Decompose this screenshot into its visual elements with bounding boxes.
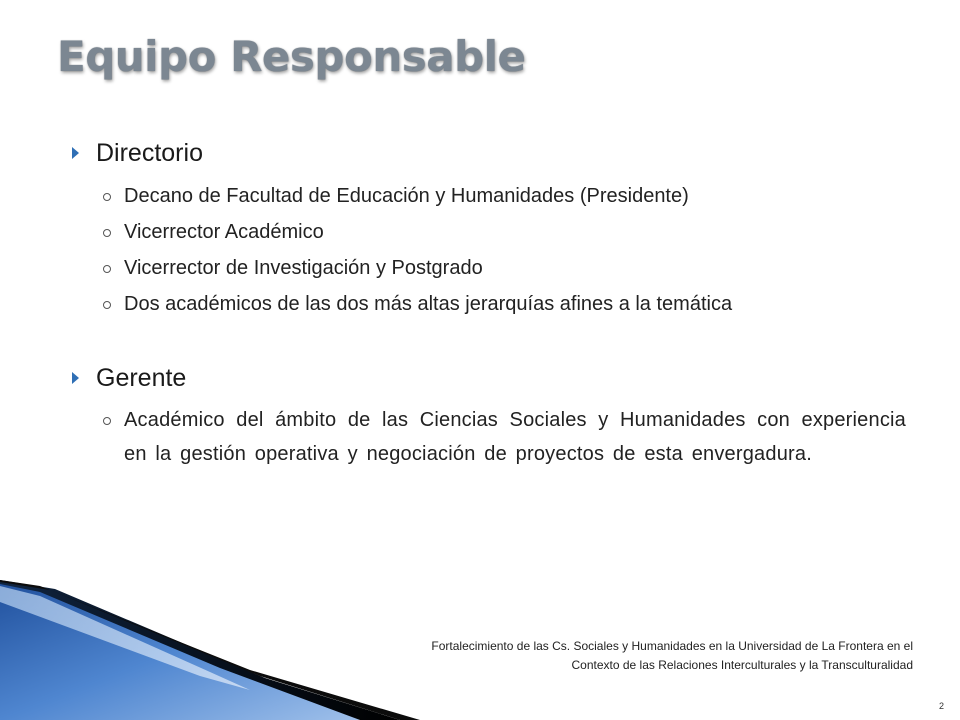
sub-list xyxy=(72,178,906,322)
arrow-bullet-icon xyxy=(72,147,79,159)
bullet-heading xyxy=(72,136,906,170)
heading-gerente: Gerente xyxy=(96,363,187,392)
list-item-text: Decano de Facultad de Educación y Humanidades (Presidente) xyxy=(124,185,689,207)
section-directorio xyxy=(72,136,906,322)
ring-bullet-icon xyxy=(103,417,111,425)
sub-list xyxy=(72,403,906,471)
page-number: 2 xyxy=(938,701,944,711)
list-item xyxy=(72,250,906,286)
list-item-text: Académico del ámbito de las Ciencias Sociales y Humanidades con experiencia en la gestión operativa y negociación de proyectos de esta envergadura. xyxy=(124,409,906,465)
ring-bullet-icon xyxy=(103,229,111,237)
heading-directorio: Directorio xyxy=(96,138,203,167)
bullet-heading xyxy=(72,361,906,395)
list-item-text: Dos académicos de las dos más altas jerarquías afines a la temática xyxy=(124,293,733,315)
list-item-text: Vicerrector de Investigación y Postgrado xyxy=(124,257,483,279)
ring-bullet-icon xyxy=(103,301,111,309)
slide-title: Equipo Responsable xyxy=(57,32,526,81)
footer xyxy=(293,637,913,675)
ring-bullet-icon xyxy=(103,265,111,273)
section-gerente xyxy=(72,361,906,471)
list-item xyxy=(72,214,906,250)
footer-line: Contexto de las Relaciones Interculturales y la Transculturalidad xyxy=(571,658,913,672)
list-item-text: Vicerrector Académico xyxy=(124,221,324,243)
footer-line: Fortalecimiento de las Cs. Sociales y Humanidades en la Universidad de La Frontera en el xyxy=(431,639,913,653)
arrow-bullet-icon xyxy=(72,372,79,384)
list-item xyxy=(72,286,906,322)
list-item xyxy=(72,403,906,471)
ring-bullet-icon xyxy=(103,193,111,201)
list-item xyxy=(72,178,906,214)
